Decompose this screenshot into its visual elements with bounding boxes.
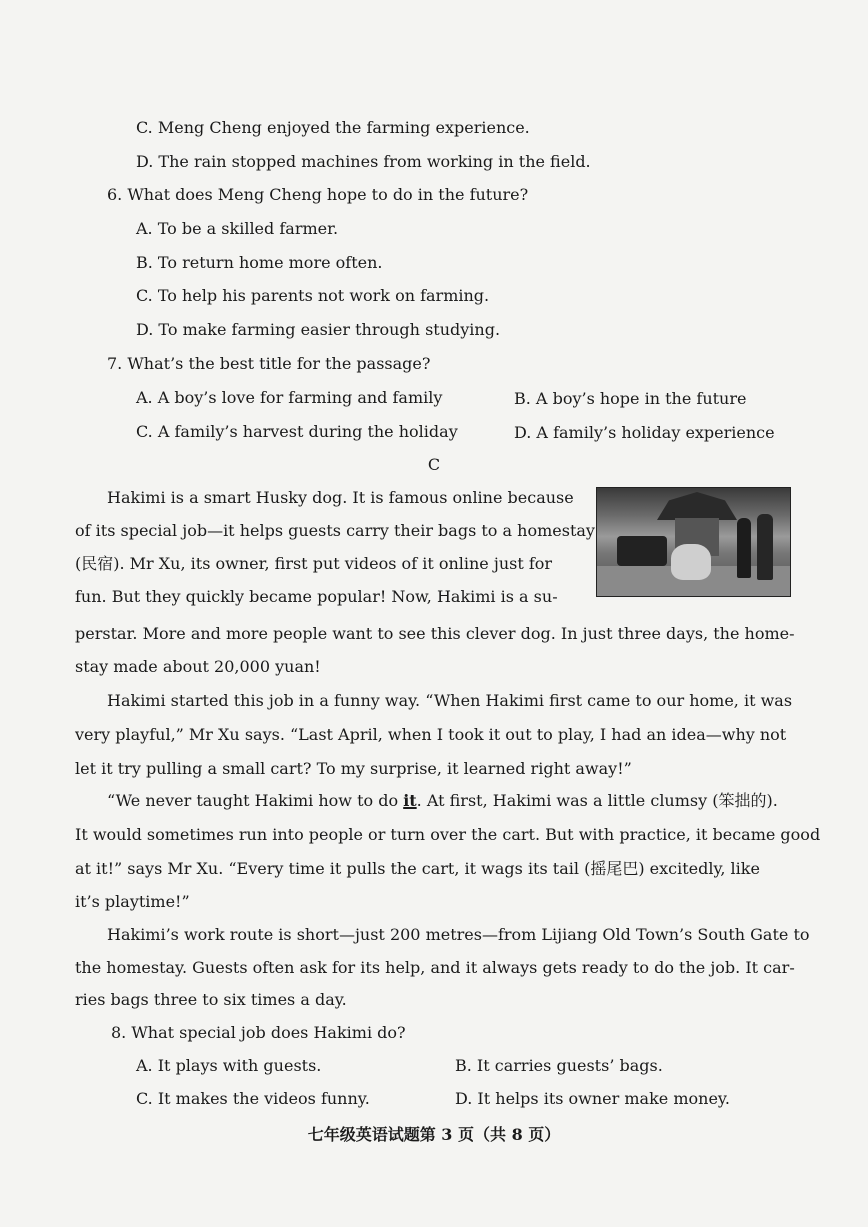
underlined-it: it: [403, 791, 417, 810]
p1-line-1: Hakimi is a smart Husky dog. It is famous online because: [107, 488, 574, 507]
p3-post: . At first, Hakimi was a little clumsy (笨拙的).: [416, 791, 778, 810]
p4-line-3: ries bags three to six times a day.: [75, 990, 347, 1009]
prev-option-c: C. Meng Cheng enjoyed the farming experience.: [136, 118, 530, 137]
section-label: C: [427, 455, 441, 474]
q7-option-c: C. A family’s harvest during the holiday: [136, 422, 458, 441]
p3-pre: “We never taught Hakimi how to do: [107, 791, 404, 810]
p4-line-2: the homestay. Guests often ask for its help, and it always gets ready to do the job. It car-: [75, 958, 795, 977]
q8-option-c: C. It makes the videos funny.: [136, 1089, 370, 1108]
q6-option-a: A. To be a skilled farmer.: [136, 219, 339, 238]
p1-line-5: perstar. More and more people want to see this clever dog. In just three days, the home-: [75, 624, 795, 643]
question-8-stem: 8. What special job does Hakimi do?: [111, 1023, 406, 1042]
q6-option-b: B. To return home more often.: [136, 253, 383, 272]
question-7-stem: 7. What’s the best title for the passage?: [107, 354, 431, 373]
p1-line-2: of its special job—it helps guests carry their bags to a homestay: [75, 521, 595, 540]
husky-cart-photo: [596, 487, 791, 597]
p1-line-3: (民宿). Mr Xu, its owner, first put videos of it online just for: [75, 554, 553, 573]
p2-line-2: very playful,” Mr Xu says. “Last April, when I took it out to play, I had an idea—why not: [75, 725, 787, 744]
page-footer: 七年级英语试题第 3 页（共 8 页）: [307, 1125, 561, 1144]
question-6-stem: 6. What does Meng Cheng hope to do in the future?: [107, 185, 529, 204]
p4-line-1: Hakimi’s work route is short—just 200 metres—from Lijiang Old Town’s South Gate to: [107, 925, 810, 944]
p1-line-6: stay made about 20,000 yuan!: [75, 657, 321, 676]
q7-option-b: B. A boy’s hope in the future: [514, 389, 747, 408]
gate-roof: [657, 492, 737, 520]
q8-option-d: D. It helps its owner make money.: [455, 1089, 730, 1108]
p3-line-2: It would sometimes run into people or turn over the cart. But with practice, it became good: [75, 825, 821, 844]
q7-option-d: D. A family’s holiday experience: [514, 423, 775, 442]
q8-option-a: A. It plays with guests.: [136, 1056, 322, 1075]
person: [737, 518, 751, 578]
person: [757, 514, 773, 580]
q7-option-a: A. A boy’s love for farming and family: [136, 388, 443, 407]
prev-option-d: D. The rain stopped machines from working in the field.: [136, 152, 591, 171]
q6-option-c: C. To help his parents not work on farming.: [136, 286, 490, 305]
p3-line-3: at it!” says Mr Xu. “Every time it pulls the cart, it wags its tail (摇尾巴) excitedly, like: [75, 859, 760, 878]
p2-line-1: Hakimi started this job in a funny way. “When Hakimi first came to our home, it was: [107, 691, 793, 710]
q8-option-b: B. It carries guests’ bags.: [455, 1056, 663, 1075]
husky-dog: [671, 544, 711, 580]
p2-line-3: let it try pulling a small cart? To my surprise, it learned right away!”: [75, 759, 632, 778]
p3-line-4: it’s playtime!”: [75, 892, 190, 911]
cart: [617, 536, 667, 566]
p1-line-4: fun. But they quickly became popular! Now, Hakimi is a su-: [75, 587, 558, 606]
p3-line-1: [107, 791, 778, 811]
q6-option-d: D. To make farming easier through studying.: [136, 320, 501, 339]
